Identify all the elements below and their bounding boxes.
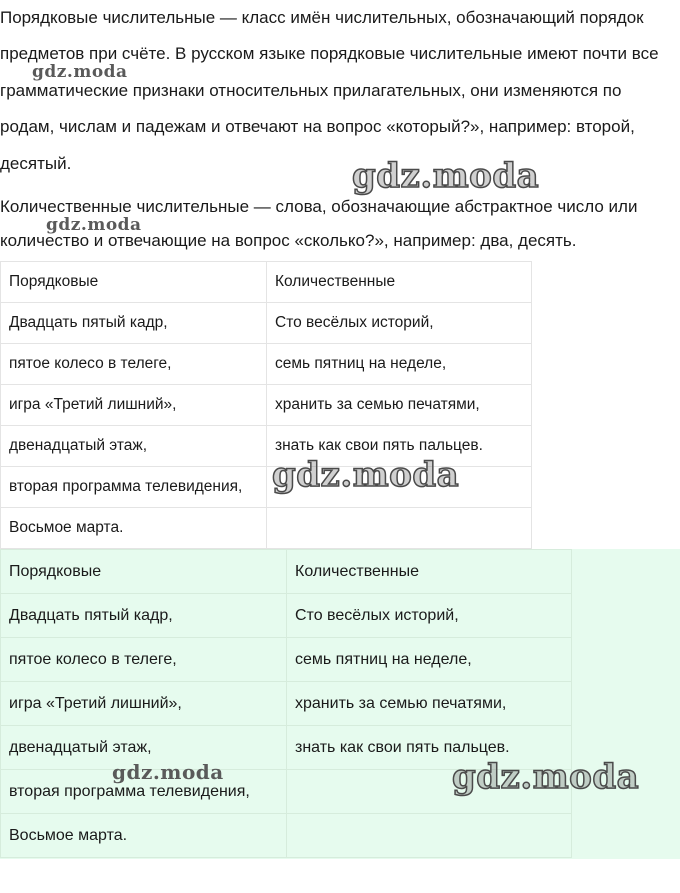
table-header-row	[1, 550, 572, 594]
watermark-logo: gdz.moda	[452, 757, 640, 797]
watermark-logo: gdz.moda	[32, 62, 128, 82]
ordinal-numerals-paragraph: Порядковые числительные — класс имён числительных, обозначающий порядок предметов при счёте. В русском языке порядковые числительные имеют почти все грамматические признаки относительных прилагательных, они изменяются по родам, числам и падежам и отвечают на вопрос «который?», например: второй, десятый.	[0, 8, 659, 173]
table-cell: Сто весёлых историй,	[287, 594, 572, 638]
watermark-logo: gdz.moda	[46, 215, 142, 235]
table-cell: пятое колесо в телеге,	[1, 638, 287, 682]
table-cell: семь пятниц на неделе,	[287, 638, 572, 682]
table-cell: Восьмое марта.	[1, 814, 287, 858]
table-cell: Двадцать пятый кадр,	[1, 594, 287, 638]
table-row	[1, 682, 572, 726]
table-cell: знать как свои пять пальцев.	[267, 426, 532, 467]
table-cell	[287, 814, 572, 858]
watermark-logo: gdz.moda	[352, 156, 540, 196]
table-cell: Двадцать пятый кадр,	[1, 303, 267, 344]
watermark-logo: gdz.moda	[272, 455, 460, 495]
table-header-row	[1, 262, 532, 303]
table-cell: двенадцатый этаж,	[1, 426, 267, 467]
table-cell: игра «Третий лишний»,	[1, 385, 267, 426]
numerals-table	[0, 261, 532, 549]
header-ordinal: Порядковые	[1, 262, 267, 303]
table-cell: двенадцатый этаж,	[1, 726, 287, 770]
table-row	[1, 344, 532, 385]
numerals-table-highlighted	[0, 549, 572, 858]
table-row	[1, 594, 572, 638]
header-cardinal: Количественные	[287, 550, 572, 594]
table-row	[1, 814, 572, 858]
table-cell: семь пятниц на неделе,	[267, 344, 532, 385]
header-cardinal: Количественные	[267, 262, 532, 303]
table-cell: хранить за семью печатями,	[287, 682, 572, 726]
table-row	[1, 508, 532, 549]
watermark-logo: gdz.moda	[112, 760, 224, 784]
table-row	[1, 385, 532, 426]
table-cell: вторая программа телевидения,	[1, 467, 267, 508]
table-cell: Сто весёлых историй,	[267, 303, 532, 344]
table-cell: Восьмое марта.	[1, 508, 267, 549]
table-cell	[267, 508, 532, 549]
header-ordinal: Порядковые	[1, 550, 287, 594]
table-row	[1, 303, 532, 344]
table-cell: вторая программа телевидения,	[1, 770, 287, 814]
table-cell: пятое колесо в телеге,	[1, 344, 267, 385]
table-row	[1, 638, 572, 682]
table-cell: игра «Третий лишний»,	[1, 682, 287, 726]
table-cell: знать как свои пять пальцев.	[287, 726, 572, 770]
table-cell: хранить за семью печатями,	[267, 385, 532, 426]
cardinal-numerals-paragraph: Количественные числительные — слова, обозначающие абстрактное число или количество и отвечающие на вопрос «сколько?», например: два, десять.	[0, 197, 638, 250]
